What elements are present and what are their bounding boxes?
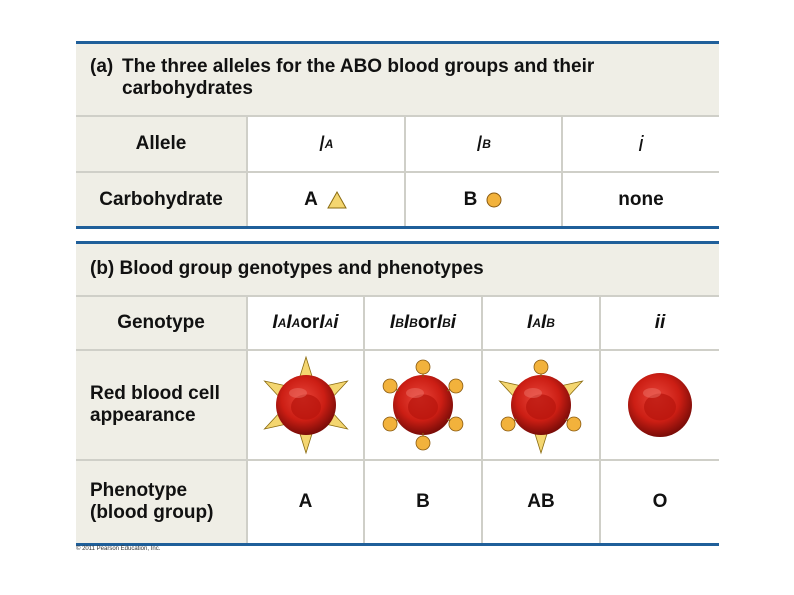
- circle-antigen-icon: [534, 360, 548, 374]
- circle-antigen-icon: [416, 436, 430, 450]
- carb-a: [246, 171, 404, 226]
- phenotype-a: A: [246, 459, 363, 543]
- genotype-ab: I A I B: [481, 295, 599, 349]
- circle-antigen-icon: [449, 417, 463, 431]
- copyright-text: © 2011 Pearson Education, Inc.: [76, 546, 161, 552]
- circle-antigen-icon: [383, 379, 397, 393]
- genotypes-panel: [76, 241, 719, 546]
- carb-b-label: B: [463, 188, 478, 210]
- panel-a-title-line1: The three alleles for the ABO blood groups and their: [122, 56, 595, 77]
- genotypes-table: [76, 295, 719, 543]
- phenotype-row-label: Phenotype (blood group): [76, 459, 246, 543]
- circle-antigen-icon: [567, 417, 581, 431]
- panel-a-label: (a): [90, 56, 114, 77]
- triangle-antigen-icon: [326, 190, 348, 210]
- circle-antigen-icon: [449, 379, 463, 393]
- circle-antigen-icon: [501, 417, 515, 431]
- rbc-type-o: [599, 349, 719, 459]
- genotype-o: i i: [599, 295, 719, 349]
- cell-appearance-row-label: Red blood cell appearance: [76, 349, 246, 459]
- circle-antigen-icon: [383, 417, 397, 431]
- allele-row-label: Allele: [76, 115, 246, 171]
- carb-none: none: [561, 171, 719, 226]
- phenotype-b: B: [363, 459, 481, 543]
- allele-ia: I A: [246, 115, 404, 171]
- genotype-a: I A I A or I A i: [246, 295, 363, 349]
- rbc-type-ab: [481, 349, 599, 459]
- panel-a-title-line2: carbohydrates: [122, 78, 253, 99]
- carb-a-label: A: [304, 188, 318, 210]
- allele-i: i: [561, 115, 719, 171]
- panel-a-title: [76, 44, 719, 115]
- red-blood-cell-ab-icon: [491, 355, 591, 455]
- phenotype-ab: AB: [481, 459, 599, 543]
- red-blood-cell-o-icon: [610, 355, 710, 455]
- circle-antigen-icon: [416, 360, 430, 374]
- rbc-type-b: [363, 349, 481, 459]
- phenotype-o: O: [599, 459, 719, 543]
- alleles-panel: [76, 41, 719, 229]
- alleles-table: [76, 115, 719, 226]
- red-blood-cell-a-icon: [256, 355, 356, 455]
- carb-b: [404, 171, 561, 226]
- circle-antigen-icon: [485, 191, 503, 209]
- genotype-row-label: Genotype: [76, 295, 246, 349]
- red-blood-cell-b-icon: [373, 355, 473, 455]
- genotype-b: I B I B or I B i: [363, 295, 481, 349]
- panel-b-title: (b) Blood group genotypes and phenotypes: [76, 244, 719, 295]
- rbc-type-a: [246, 349, 363, 459]
- allele-ib: I B: [404, 115, 561, 171]
- carbohydrate-row-label: Carbohydrate: [76, 171, 246, 226]
